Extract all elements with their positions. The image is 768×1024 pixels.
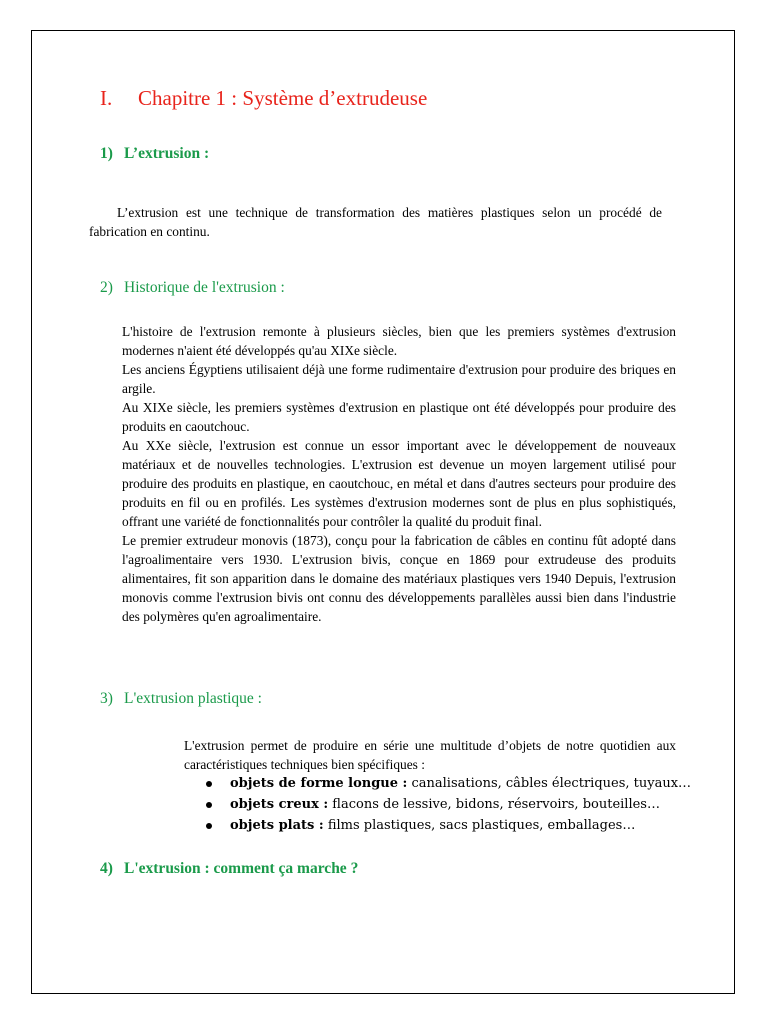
chapter-title: Chapitre 1 : Système d’extrudeuse (138, 86, 428, 110)
list-item-term: objets plats : (230, 818, 324, 833)
plastic-intro-paragraph: L'extrusion permet de produire en série une multitude d’objets de notre quotidien aux caractéristiques techniques bien spécifiques : (184, 738, 676, 772)
section-number: 1) (100, 145, 113, 162)
list-item-term: objets de forme longue : (230, 776, 408, 791)
chapter-heading (100, 86, 427, 111)
section-heading-1 (100, 145, 209, 163)
section-heading-2 (100, 279, 285, 297)
section-heading-3 (100, 690, 262, 708)
bullet-icon (206, 823, 212, 829)
bullet-icon (206, 781, 212, 787)
list-item-text: canalisations, câbles électriques, tuyaux… (407, 776, 692, 791)
history-paragraph: Les anciens Égyptiens utilisaient déjà une forme rudimentaire d'extrusion pour produire des briques en argile. (122, 362, 676, 396)
section-title: L’extrusion : (124, 145, 210, 162)
list-item-term: objets creux : (230, 797, 329, 812)
section-number: 3) (100, 690, 113, 707)
history-text (122, 322, 676, 626)
section-heading-4 (100, 860, 358, 878)
history-paragraph: Le premier extrudeur monovis (1873), conçu pour la fabrication de câbles en continu fût adopté dans l'agroalimentaire vers 1930. L'extrusion bivis, conçue en 1869 pour extrudeuse des produits alimentaires, fit son apparition dans le domaine des matériaux plastiques vers 1940 Depuis, l'extrusion monovis comme l'extrusion bivis ont connu des développements parallèles aussi bien dans l'industrie des polymères qu'en agroalimentaire. (122, 533, 676, 624)
history-paragraph: Au XIXe siècle, les premiers systèmes d'extrusion en plastique ont été développés pour produire des produits en caoutchouc. (122, 400, 676, 434)
plastic-object-list (206, 773, 691, 836)
list-item (206, 794, 691, 815)
section-number: 4) (100, 860, 113, 877)
section-title: L'extrusion plastique : (124, 690, 262, 707)
list-item (206, 815, 691, 836)
intro-paragraph: L’extrusion est une technique de transformation des matières plastiques selon un procédé de fabrication en continu. (89, 205, 662, 239)
list-item-text: flacons de lessive, bidons, réservoirs, bouteilles… (328, 797, 660, 812)
section-number: 2) (100, 279, 113, 296)
history-paragraph: L'histoire de l'extrusion remonte à plusieurs siècles, bien que les premiers systèmes d'extrusion modernes n'aient été développés qu'au XIXe siècle. (122, 324, 676, 358)
list-item (206, 773, 691, 794)
section-title: L'extrusion : comment ça marche ? (124, 860, 359, 877)
section-title: Historique de l'extrusion : (124, 279, 285, 296)
chapter-number: I. (100, 86, 113, 110)
bullet-icon (206, 802, 212, 808)
list-item-text: films plastiques, sacs plastiques, emballages… (323, 818, 636, 833)
history-paragraph: Au XXe siècle, l'extrusion est connue un essor important avec le développement de nouveaux matériaux et de nouvelles technologies. L'extrusion est devenue un moyen largement utilisé pour produire des produits en plastique, en caoutchouc, en métal et dans d'autres secteurs pour produire des produits en fil ou en profilés. Les systèmes d'extrusion modernes sont de plus en plus sophistiqués, offrant une variété de fonctionnalités pour contrôler la qualité du produit final. (122, 438, 676, 529)
